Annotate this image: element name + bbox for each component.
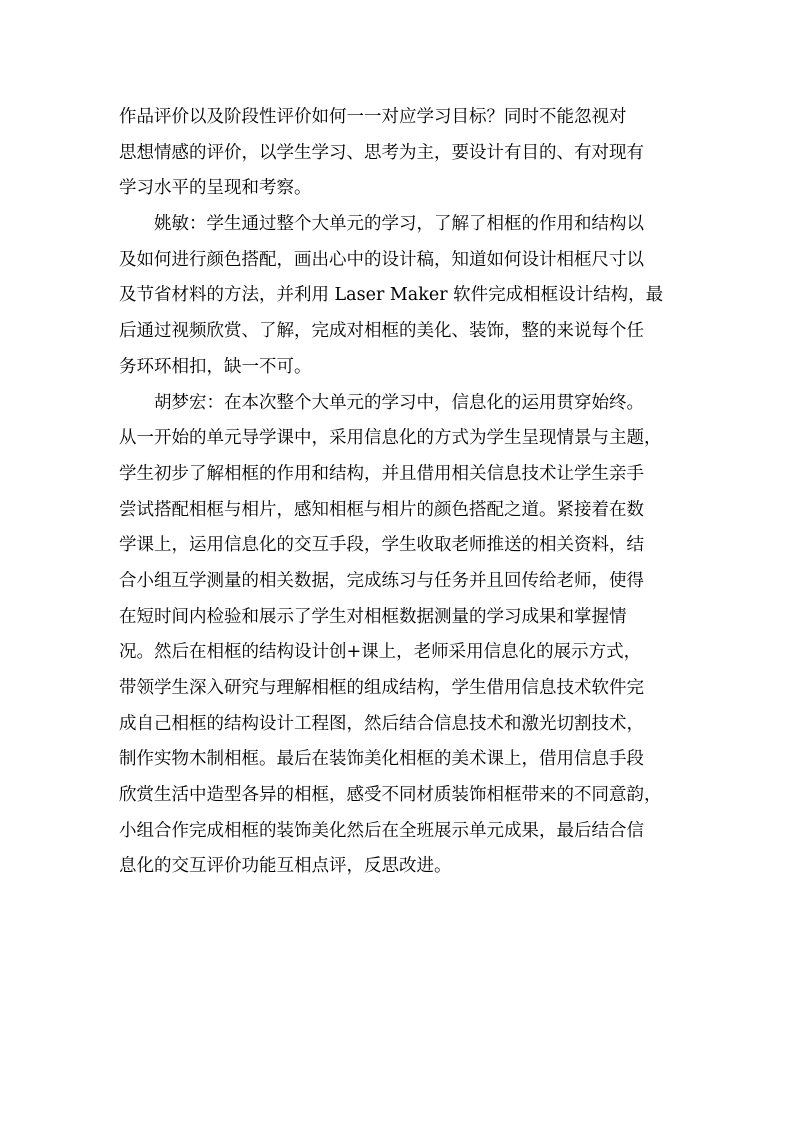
text-line: 学习水平的呈现和考察。 (119, 178, 312, 199)
text-line: 在短时间内检验和展示了学生对相框数据测量的学习成果和掌握情 (119, 606, 627, 627)
paragraph-evaluation-continuation (119, 100, 689, 207)
text-line: 况。然后在相框的结构设计创+课上，老师采用信息化的展示方式， (119, 642, 642, 663)
paragraph-hu-menghong (119, 386, 689, 886)
text-line: 成自己相框的结构设计工程图，然后结合信息技术和激光切割技术， (119, 713, 644, 734)
text-line: 尝试搭配相框与相片，感知相框与相片的颜色搭配之道。紧接着在数 (119, 499, 644, 520)
text-line: 胡梦宏：在本次整个大单元的学习中，信息化的运用贯穿始终。 (154, 392, 644, 413)
text-line: 小组合作完成相框的装饰美化然后在全班展示单元成果，最后结合信 (119, 820, 644, 841)
text-line: 姚敏：学生通过整个大单元的学习，了解了相框的作用和结构以 (154, 214, 644, 235)
text-line: 学生初步了解相框的作用和结构，并且借用相关信息技术让学生亲手 (119, 463, 644, 484)
text-line: 带领学生深入研究与理解相框的组成结构，学生借用信息技术软件完 (119, 678, 644, 698)
text-line: 思想情感的评价，以学生学习、思考为主，要设计有目的、有对现有 (119, 142, 644, 163)
text-line: 务环环相扣，缺一不可。 (119, 356, 312, 377)
text-line: 制作实物木制相框。最后在装饰美化相框的美术课上，借用信息手段 (119, 749, 644, 770)
body-text (119, 100, 689, 885)
text-line: 作品评价以及阶段性评价如何一一对应学习目标？同时不能忽视对 (119, 107, 627, 127)
text-line: 欣赏生活中造型各异的相框，感受不同材质装饰相框带来的不同意韵， (119, 785, 662, 806)
text-line: 后通过视频欣赏、了解，完成对相框的美化、装饰，整的来说每个任 (119, 321, 644, 342)
text-line: 及如何进行颜色搭配，画出心中的设计稿，知道如何设计相框尺寸以 (119, 249, 644, 270)
text-line: 从一开始的单元导学课中，采用信息化的方式为学生呈现情景与主题， (119, 428, 662, 449)
text-line: 合小组互学测量的相关数据，完成练习与任务并且回传给老师，使得 (119, 570, 644, 591)
text-line: 学课上，运用信息化的交互手段，学生收取老师推送的相关资料，结 (119, 535, 644, 556)
text-line: 及节省材料的方法，并利用 Laser Maker 软件完成相框设计结构，最 (119, 285, 664, 306)
paragraph-yao-min (119, 207, 689, 385)
text-line: 息化的交互评价功能互相点评，反思改进。 (119, 856, 452, 877)
